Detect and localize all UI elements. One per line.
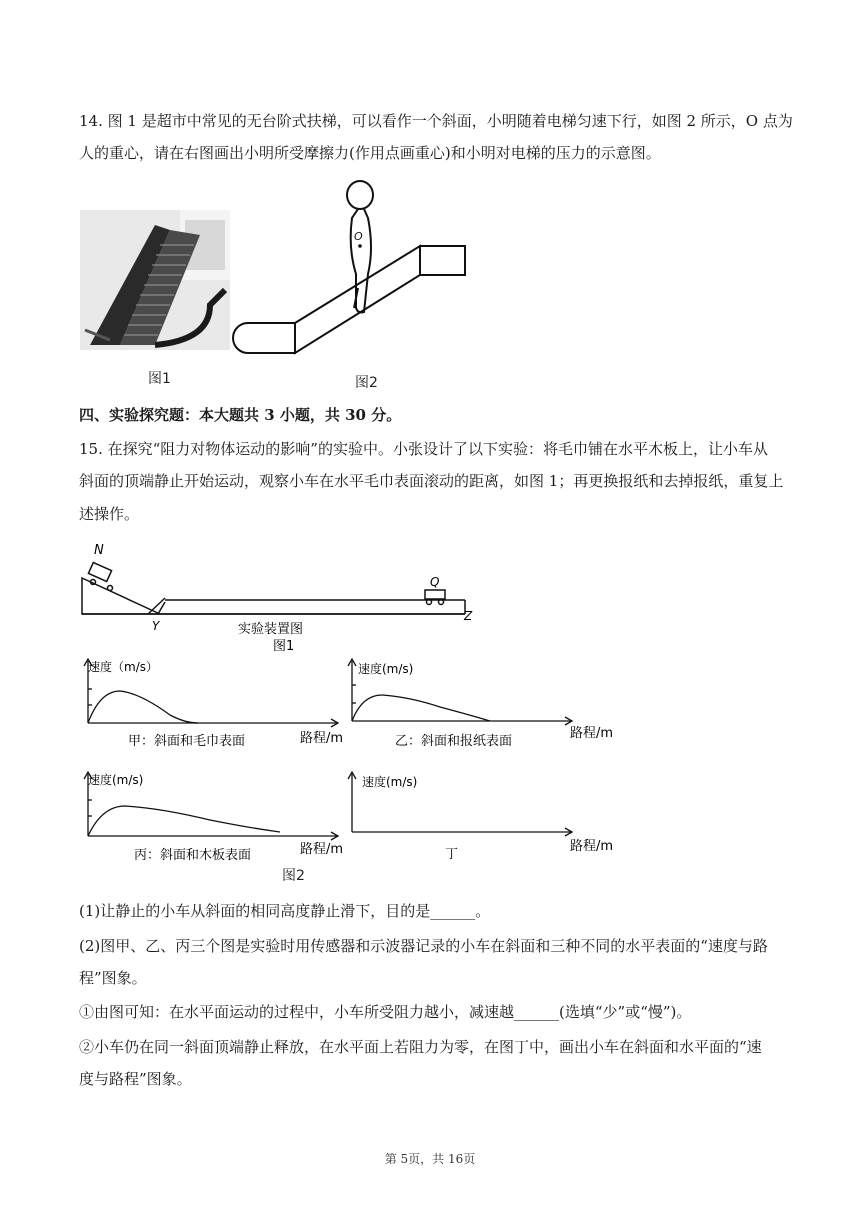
- q15-sub2-line-1: (2)图甲、乙、丙三个图是实验时用传感器和示波器记录的小车在斜面和三种不同的水平表面的“速度与路: [79, 937, 768, 955]
- graph-ding-ylabel: 速度(m/s): [362, 775, 418, 789]
- graph-jia-xlabel: 路程/m: [300, 731, 344, 746]
- graph-yi: [340, 655, 630, 750]
- q14-line-1: 14. 图 1 是超市中常见的无台阶式扶梯，可以看作一个斜面，小明随着电梯匀速下行，如图 2 所示，O 点为: [79, 112, 793, 130]
- graph-jia-ylabel: 速度（m/s）: [88, 660, 158, 674]
- q15-line-2: 斜面的顶端静止开始运动，观察小车在水平毛巾表面滚动的距离，如图 1；再更换报纸和去掉报纸，重复上: [79, 472, 784, 490]
- graph-ding-caption: 丁: [445, 847, 459, 862]
- graph-ding-xlabel: 路程/m: [570, 839, 614, 854]
- q15-sub2-a: ①由图可知：在水平面运动的过程中，小车所受阻力越小，减速越______(选填“少”或“慢”)。: [79, 1003, 692, 1021]
- escalator-photo: [80, 210, 230, 350]
- q15-sub2-b-line-2: 度与路程”图象。: [79, 1070, 192, 1088]
- q15-line-3: 述操作。: [79, 505, 140, 523]
- graph-bing-xlabel: 路程/m: [300, 842, 344, 857]
- graph-ding: [340, 768, 630, 863]
- fig2-caption: 图2: [355, 375, 378, 391]
- graph-jia: [70, 655, 350, 750]
- graph-yi-ylabel: 速度(m/s): [358, 662, 414, 676]
- fig2-graphs-caption: 图2: [282, 868, 305, 884]
- apparatus-diagram: [80, 538, 500, 658]
- graph-bing: [70, 768, 350, 863]
- graph-bing-ylabel: 速度(m/s): [88, 773, 144, 787]
- page-footer: 第 5页，共 16页: [384, 1152, 476, 1166]
- graph-yi-caption: 乙：斜面和报纸表面: [395, 734, 513, 749]
- q15-sub2-b-line-1: ②小车仍在同一斜面顶端静止释放，在水平面上若阻力为零，在图丁中，画出小车在斜面和水平面的“速: [79, 1038, 762, 1056]
- apparatus-caption: 图1: [273, 639, 295, 654]
- escalator-diagram: [230, 178, 480, 358]
- graph-bing-caption: 丙：斜面和木板表面: [134, 848, 252, 863]
- label-z: Z: [464, 609, 473, 623]
- graph-jia-caption: 甲：斜面和毛巾表面: [128, 734, 246, 749]
- q14-line-2: 人的重心，请在右图画出小明所受摩擦力(作用点画重心)和小明对电梯的压力的示意图。: [79, 144, 661, 162]
- graph-yi-xlabel: 路程/m: [570, 726, 614, 741]
- section-heading: 四、实验探究题：本大题共 3 小题，共 30 分。: [79, 406, 402, 424]
- q15-sub2-line-2: 程”图象。: [79, 969, 147, 987]
- fig1-caption: 图1: [148, 371, 171, 387]
- label-q: Q: [430, 575, 440, 589]
- apparatus-title: 实验装置图: [238, 622, 304, 637]
- center-of-gravity-label: O: [354, 230, 363, 243]
- label-y: Y: [152, 619, 160, 633]
- label-n: N: [94, 543, 104, 558]
- q15-line-1: 15. 在探究“阻力对物体运动的影响”的实验中。小张设计了以下实验：将毛巾铺在水平木板上，让小车从: [79, 440, 768, 458]
- q15-sub1: (1)让静止的小车从斜面的相同高度静止滑下，目的是______。: [79, 902, 491, 920]
